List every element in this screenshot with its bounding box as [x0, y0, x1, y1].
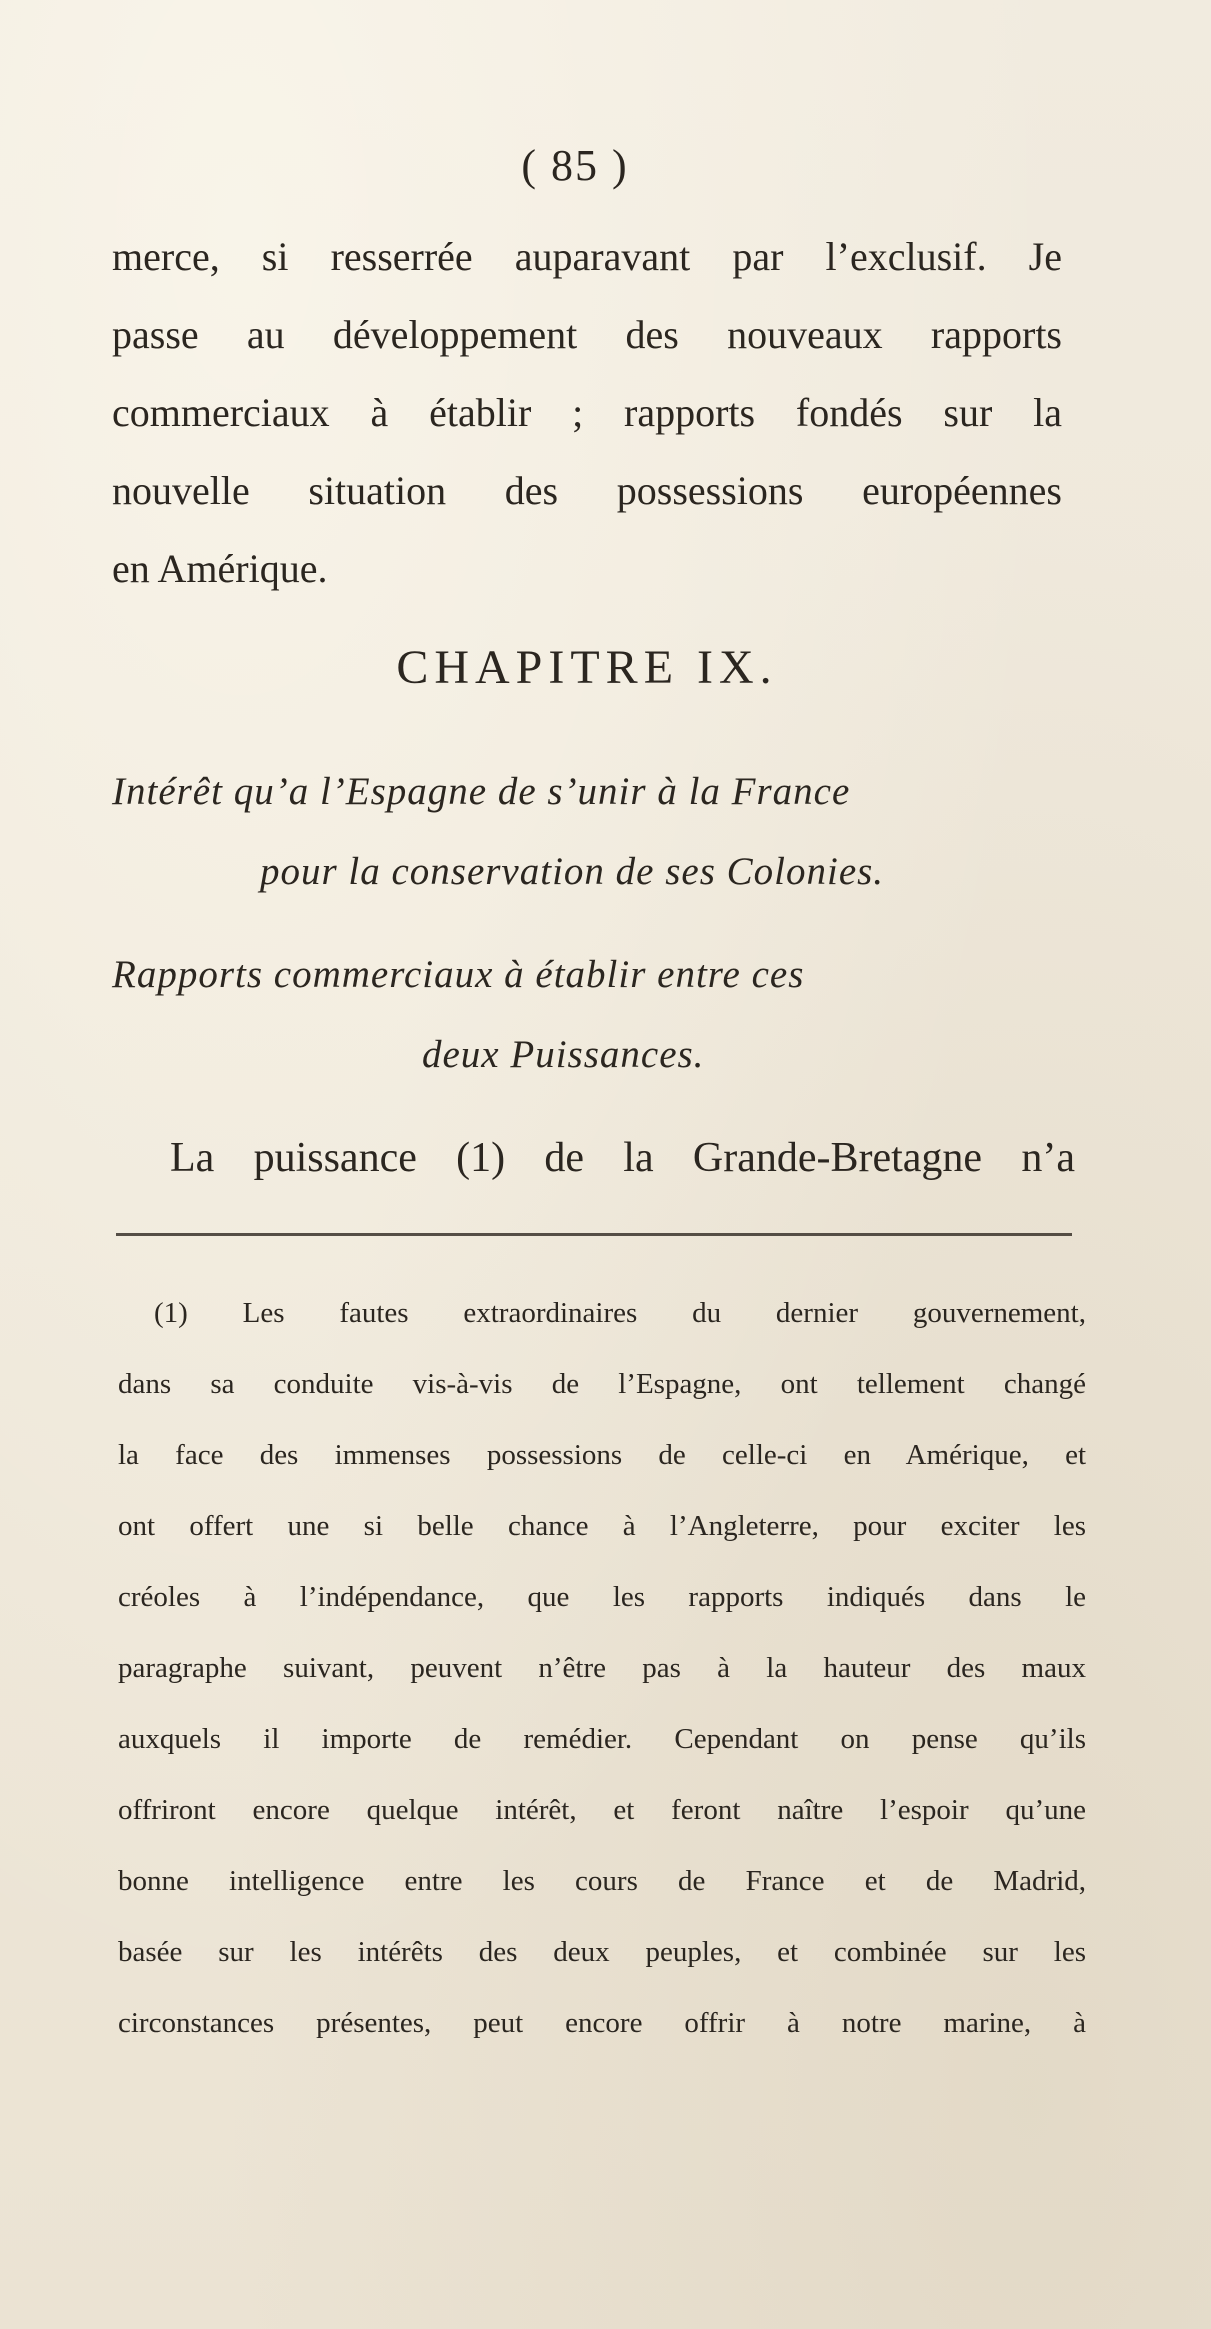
footnote-line: créoles à l’indépendance, que les rapports indiqués dans le — [118, 1581, 1086, 1613]
footnote-line: basée sur les intérêts des deux peuples, et combinée sur les — [118, 1936, 1086, 1968]
footnote-line: auxquels il importe de remédier. Cependant on pense qu’ils — [118, 1723, 1086, 1755]
chapter-subtitle — [112, 752, 1072, 912]
footnote-line: offriront encore quelque intérêt, et feront naître l’espoir qu’une — [118, 1794, 1086, 1826]
chapter-opening-line: La puissance (1) de la Grande-Bretagne n’a — [170, 1135, 1075, 1181]
subtitle-line: Intérêt qu’a l’Espagne de s’unir à la France — [112, 770, 851, 813]
footnote-line: (1) Les fautes extraordinaires du dernier gouvernement, — [154, 1297, 1086, 1329]
footnote-line: circonstances présentes, peut encore offrir à notre marine, à — [118, 2007, 1086, 2039]
subtitle-line: pour la conservation de ses Colonies. — [259, 850, 885, 893]
footnote-line: paragraphe suivant, peuvent n’être pas à la hauteur des maux — [118, 1652, 1086, 1684]
body-paragraph — [112, 218, 1062, 608]
subtitle-line: deux Puissances. — [422, 1033, 705, 1076]
subtitle-line: Rapports commerciaux à établir entre ces — [112, 953, 805, 996]
footnote-line: dans sa conduite vis-à-vis de l’Espagne, ont tellement changé — [118, 1368, 1086, 1400]
footnote-divider — [116, 1233, 1072, 1236]
footnote-line: la face des immenses possessions de celle-ci en Amérique, et — [118, 1439, 1086, 1471]
body-line: commerciaux à établir ; rapports fondés sur la — [112, 390, 1062, 435]
body-line: merce, si resserrée auparavant par l’exclusif. Je — [112, 234, 1062, 279]
body-line: en Amérique. — [112, 546, 328, 591]
page-number: ( 85 ) — [521, 141, 629, 190]
chapter-title: CHAPITRE IX. — [396, 641, 778, 694]
chapter-subtitle-secondary — [112, 935, 1072, 1095]
footnote-line: bonne intelligence entre les cours de France et de Madrid, — [118, 1865, 1086, 1897]
body-line: passe au développement des nouveaux rapports — [112, 312, 1062, 357]
footnote-line: ont offert une si belle chance à l’Angleterre, pour exciter les — [118, 1510, 1086, 1542]
footnote — [118, 1278, 1086, 2059]
body-line: nouvelle situation des possessions européennes — [112, 468, 1062, 513]
